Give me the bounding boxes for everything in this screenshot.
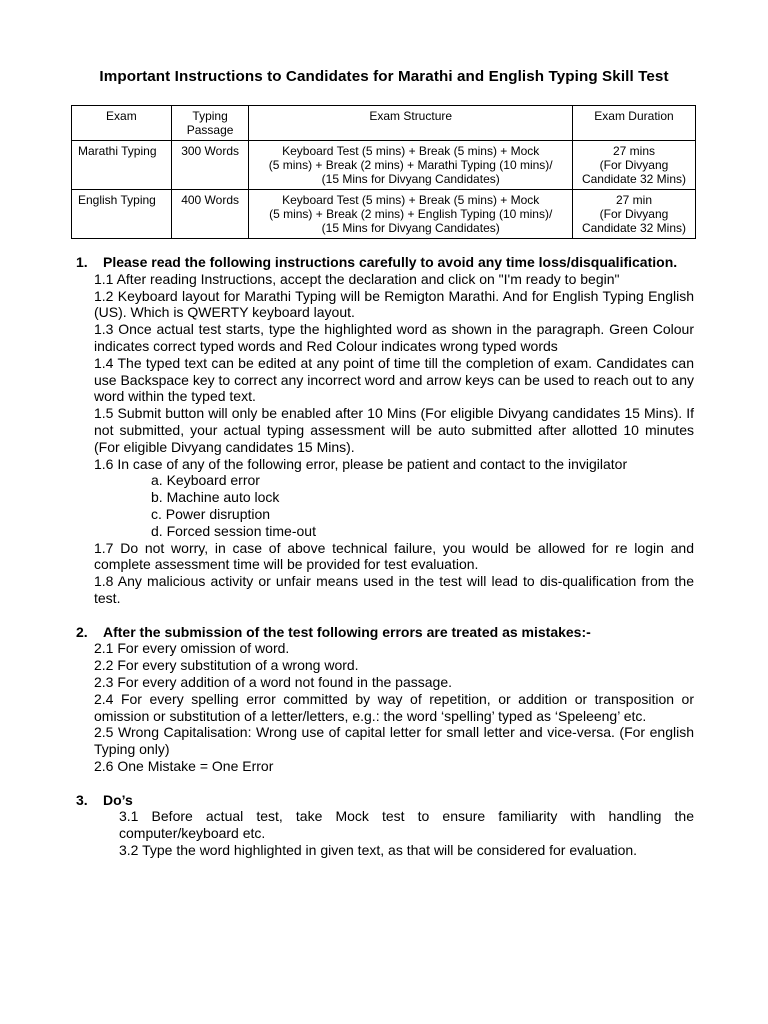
header-exam-structure: Exam Structure [249,106,573,141]
list-item: c. Power disruption [151,505,271,522]
structure-line: (5 mins) + Break (2 mins) + Marathi Typing (10 mins)/ [268,158,553,172]
duration-line: 27 mins [612,144,655,158]
instruction-item: 3.1 Before actual test, take Mock test to ensure familiarity with handling the computer/keyboard etc. [119,808,694,842]
instruction-item: 2.6 One Mistake = One Error [94,757,274,774]
error-sublist [94,472,694,539]
instruction-item: 1.1 After reading Instructions, accept the declaration and click on "I'm ready to begin" [94,270,620,287]
duration-line: (For Divyang [599,158,669,172]
section-number: 2. [76,623,88,640]
section-1-items [76,271,694,607]
section-3-heading [76,792,694,809]
section-3-items [76,808,694,858]
duration-line: Candidate 32 Mins) [581,172,687,186]
instruction-item: 1.7 Do not worry, in case of above technical failure, you would be allowed for re login and complete assessment time will be provided for test evaluation. [94,539,694,573]
instruction-item: 2.1 For every omission of word. [94,640,290,657]
instruction-item: 2.5 Wrong Capitalisation: Wrong use of capital letter for small letter and vice-versa. (For english Typing only) [94,724,694,758]
instruction-item: 1.6 In case of any of the following error, please be patient and contact to the invigilator [94,455,628,472]
cell-structure [249,190,573,239]
header-typing-passage-text: Typing Passage [186,109,234,137]
section-1-heading [76,254,694,271]
cell-structure [249,141,573,190]
instruction-item: 1.4 The typed text can be edited at any point of time till the completion of exam. Candidates can use Backspace key to correct any incorrect word and arrow keys can be used to reach out to any word within the typed text. [94,354,694,405]
structure-line: (15 Mins for Divyang Candidates) [321,172,500,186]
header-exam: Exam [72,106,172,141]
instruction-item: 1.5 Submit button will only be enabled after 10 Mins (For eligible Divyang candidates 15 Mins). If not submitted, your actual typing assessment will be auto submitted after allotted 10 minutes (For eligible Divyang candidates 15 Mins). [94,405,694,455]
cell-duration [572,141,695,190]
list-item: b. Machine auto lock [151,489,280,506]
list-item: d. Forced session time-out [151,522,316,539]
cell-exam: English Typing [72,190,172,239]
section-heading: Do’s [103,791,133,808]
instructions-body [76,254,694,859]
instruction-item: 1.2 Keyboard layout for Marathi Typing will be Remigton Marathi. And for English Typing English (US). Which is QWERTY keyboard layout. [94,287,694,321]
instruction-item: 2.2 For every substitution of a wrong word. [94,657,359,674]
table-row [72,141,696,190]
cell-passage: 300 Words [171,141,249,190]
duration-line: 27 min [615,193,652,207]
section-number: 3. [76,791,88,808]
structure-line: (15 Mins for Divyang Candidates) [321,221,500,235]
instruction-item: 2.4 For every spelling error committed by way of repetition, or addition or transposition or omission or substitution of a letter/letters, e.g.: the word ‘spelling’ typed as ‘Speleeng’ etc. [94,690,694,724]
cell-passage: 400 Words [171,190,249,239]
instruction-item: 1.8 Any malicious activity or unfair means used in the test will lead to dis-qualification from the test. [94,573,694,606]
instruction-item: 3.2 Type the word highlighted in given text, as that will be considered for evaluation. [119,841,638,858]
table-header-row [72,106,696,141]
duration-line: (For Divyang [599,207,669,221]
cell-duration [572,190,695,239]
header-exam-duration: Exam Duration [572,106,695,141]
structure-line: Keyboard Test (5 mins) + Break (5 mins) + Mock [282,144,540,158]
exam-table [71,105,696,239]
section-2-items [76,640,694,774]
section-2-heading [76,624,694,641]
structure-line: Keyboard Test (5 mins) + Break (5 mins) + Mock [282,193,540,207]
instruction-item: 2.3 For every addition of a word not found in the passage. [94,673,453,690]
table-row [72,190,696,239]
duration-line: Candidate 32 Mins) [581,221,687,235]
section-number: 1. [76,254,88,270]
page-title: Important Instructions to Candidates for Marathi and English Typing Skill Test [99,68,669,85]
section-heading: After the submission of the test following errors are treated as mistakes:- [103,623,591,640]
cell-exam: Marathi Typing [72,141,172,190]
header-typing-passage [171,106,249,141]
instruction-item: 1.3 Once actual test starts, type the highlighted word as shown in the paragraph. Green Colour indicates correct typed words and Red Colour indicates wrong typed words [94,321,694,354]
structure-line: (5 mins) + Break (2 mins) + English Typing (10 mins)/ [269,207,553,221]
section-heading: Please read the following instructions carefully to avoid any time loss/disqualification. [103,254,678,270]
list-item: a. Keyboard error [151,472,260,489]
